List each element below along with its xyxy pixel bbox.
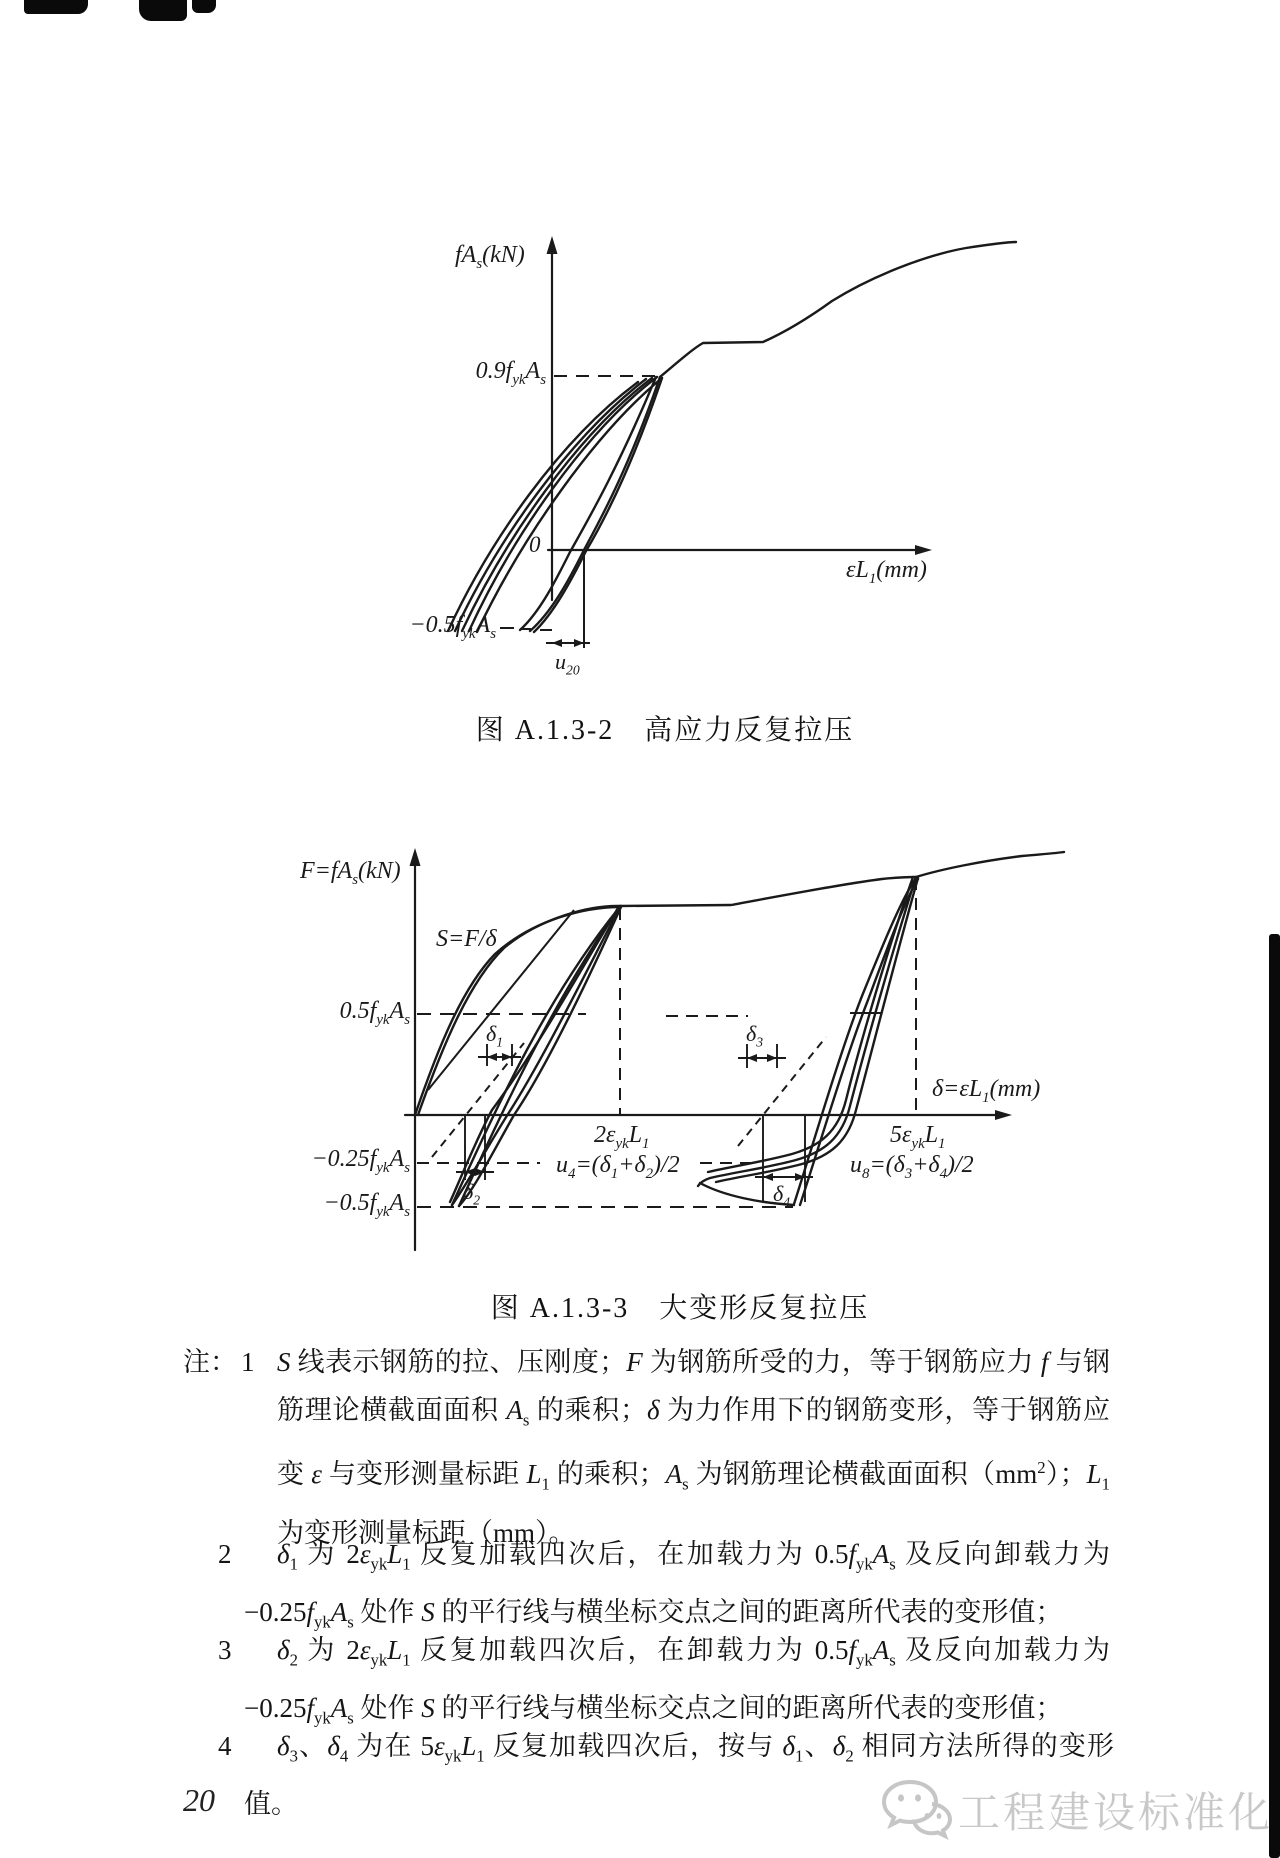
chart2-u8-label: $u_8=(\delta_3+\delta_4)/2$ (850, 1152, 974, 1182)
chart2-delta4-label: $\delta_4$ (773, 1181, 791, 1210)
note-3-text: $\delta_2$ 为 $2\varepsilon_{yk}L_1$ 反复加载四次后，在卸载力为 $0.5f_{yk}A_s$ 及反向加载力为 $-0.25f_{yk}A_s$ 处作 S 的平行线与横坐标交点之间的距离所代表的变形值； (244, 1635, 1110, 1728)
note-2-number: 2 (218, 1539, 232, 1569)
chart2-level-minus0.5fykAs-label: $-0.5f_{yk}A_s$ (323, 1190, 410, 1220)
chart1-u20-label: $u_{20}$ (555, 649, 580, 678)
chart2-y-axis-label: $F=fA_s(kN)$ (300, 858, 401, 888)
figure-caption-A.1.3-2: 图 A.1.3-2 高应力反复拉压 (475, 715, 855, 746)
chart1-axes (548, 248, 920, 600)
figure-caption-A.1.3-3: 图 A.1.3-3 大变形反复拉压 (490, 1293, 870, 1324)
chart2-delta2-label: $\delta_2$ (463, 1179, 481, 1208)
chart2-xmarker-2eykL1-label: $2\varepsilon_{yk}L_1$ (594, 1122, 650, 1152)
chart1-curves (448, 242, 1016, 632)
note-4-text: $\delta_3$、$\delta_4$ 为在 $5\varepsilon_{yk}L_1$ 反复加载四次后，按与 $\delta_1$、$\delta_2$ 相同方法所得的变形值。 (244, 1731, 1115, 1820)
note-4-number: 4 (218, 1731, 232, 1761)
note-3-number: 3 (218, 1635, 232, 1665)
note-1-text: S 线表示钢筋的拉、压刚度；F 为钢筋所受的力，等于钢筋应力 f 与钢筋理论横截面面积 $A_s$ 的乘积；δ 为力作用下的钢筋变形，等于钢筋应变 ε 与变形测量标距 $L_1$ 的乘积；$A_s$ 为钢筋理论横截面面积$(mm^2)$；$L_1$ 为变形测量标距（mm）。 (277, 1347, 1111, 1548)
page-number: 20 (183, 1782, 215, 1818)
chart2-level-0.5fykAs-label: $0.5f_{yk}A_s$ (339, 998, 410, 1028)
chart2-delta1-label: $\delta_1$ (486, 1021, 504, 1050)
chart2-x-axis-label: $\delta=\varepsilon L_1(mm)$ (932, 1076, 1041, 1106)
chart2-axis-arrows (410, 848, 1013, 1120)
chart2-u4-label: $u_4=(\delta_1+\delta_2)/2$ (556, 1152, 680, 1182)
chart1-axis-arrows (547, 236, 933, 555)
chart2-xmarker-5eykL1-label: $5\varepsilon_{yk}L_1$ (890, 1122, 946, 1152)
chart1-level-minus0.5fykAs-label: $-0.5f_{yk}A_s$ (409, 612, 496, 642)
chart1-level-0.9fykAs-label: $0.9f_{yk}A_s$ (475, 358, 546, 388)
notes-prefix: 注： (183, 1347, 237, 1377)
wechat-logo-icon (880, 1776, 956, 1840)
note-2-text: $\delta_1$ 为 $2\varepsilon_{yk}L_1$ 反复加载四次后，在加载力为 $0.5f_{yk}A_s$ 及反向卸载力为 $-0.25f_{yk}A_s$ 处作 S 的平行线与横坐标交点之间的距离所代表的变形值； (244, 1539, 1110, 1632)
chart1-x-axis-label: $\varepsilon L_1(mm)$ (846, 557, 927, 587)
note-1-number: 1 (241, 1347, 255, 1377)
chart2-level-minus0.25fykAs-label: $-0.25f_{yk}A_s$ (311, 1146, 410, 1176)
watermark-text: 工程建设标准化 (958, 1789, 1274, 1836)
chart2-delta3-label: $\delta_3$ (746, 1021, 764, 1050)
chart1-y-axis-label: $fA_s(kN)$ (455, 242, 525, 272)
chart2-stiffness-label: S=F/δ (436, 926, 497, 952)
chart1-origin-label: 0 (529, 532, 541, 557)
